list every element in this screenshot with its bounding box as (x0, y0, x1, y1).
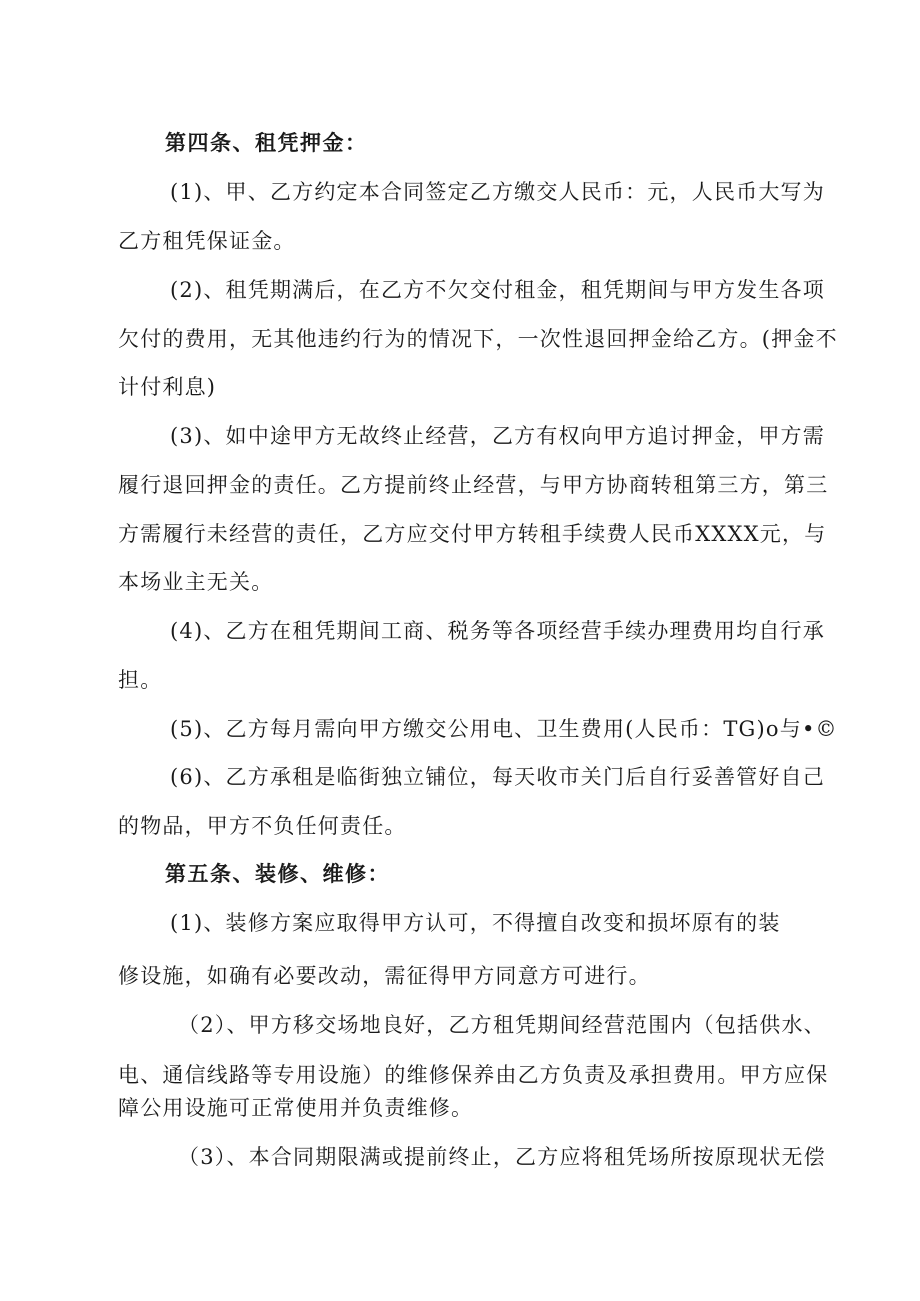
article5-clause1-line2: 修设施，如确有必要改动，需征得甲方同意方可进行。 (118, 964, 651, 988)
article5-clause2-line3: 障公用设施可正常使用并负责维修。 (118, 1096, 474, 1120)
article4-clause4-line2: 担。 (118, 668, 163, 692)
article5-clause2-line2: 电、通信线路等专用设施）的维修保养由乙方负责及承担费用。甲方应保 (118, 1063, 829, 1087)
article5-heading: 第五条、装修、维修： (165, 861, 390, 886)
article4-clause1-line1: (1)、甲、乙方约定本合同签定乙方缴交人民币：元，人民币大写为 (170, 180, 825, 204)
article4-clause1-line2: 乙方租凭保证金。 (118, 229, 296, 253)
article4-clause4-line1: (4)、乙方在租凭期间工商、税务等各项经营手续办理费用均自行承 (170, 619, 825, 643)
article4-clause3-line2: 履行退回押金的责任。乙方提前终止经营，与甲方协商转租第三方，第三 (118, 473, 829, 497)
article5-clause1-line1: (1)、装修方案应取得甲方认可，不得擅自改变和损坏原有的装 (170, 911, 781, 935)
article4-clause3-line1: (3)、如中途甲方无故终止经营，乙方有权向甲方追讨押金，甲方需 (170, 424, 825, 448)
article4-clause2-line2: 欠付的费用，无其他违约行为的情况下，一次性退回押金给乙方。(押金不 (118, 327, 838, 351)
article4-clause2-line1: (2)、租凭期满后，在乙方不欠交付租金，租凭期间与甲方发生各项 (170, 278, 825, 302)
article5-clause2-line1: （2）、甲方移交场地良好，乙方租凭期间经营范围内（包括供水、 (178, 1013, 826, 1037)
article4-clause2-line3: 计付利息) (118, 375, 217, 399)
article4-clause3-line3: 方需履行未经营的责任，乙方应交付甲方转租手续费人民币XXXX元，与 (118, 522, 827, 546)
article5-clause3-line1: （3）、本合同期限满或提前终止，乙方应将租凭场所按原现状无偿 (178, 1145, 826, 1169)
article4-clause6-line2: 的物品，甲方不负任何责任。 (118, 814, 407, 838)
article4-clause3-line4: 本场业主无关。 (118, 570, 274, 594)
article4-heading: 第四条、租凭押金： (165, 130, 368, 155)
article4-clause5-line1: (5)、乙方每月需向甲方缴交公用电、卫生费用(人民币：TG)o与•© (170, 717, 838, 741)
article4-clause6-line1: (6)、乙方承租是临街独立铺位，每天收市关门后自行妥善管好自己 (170, 765, 825, 789)
